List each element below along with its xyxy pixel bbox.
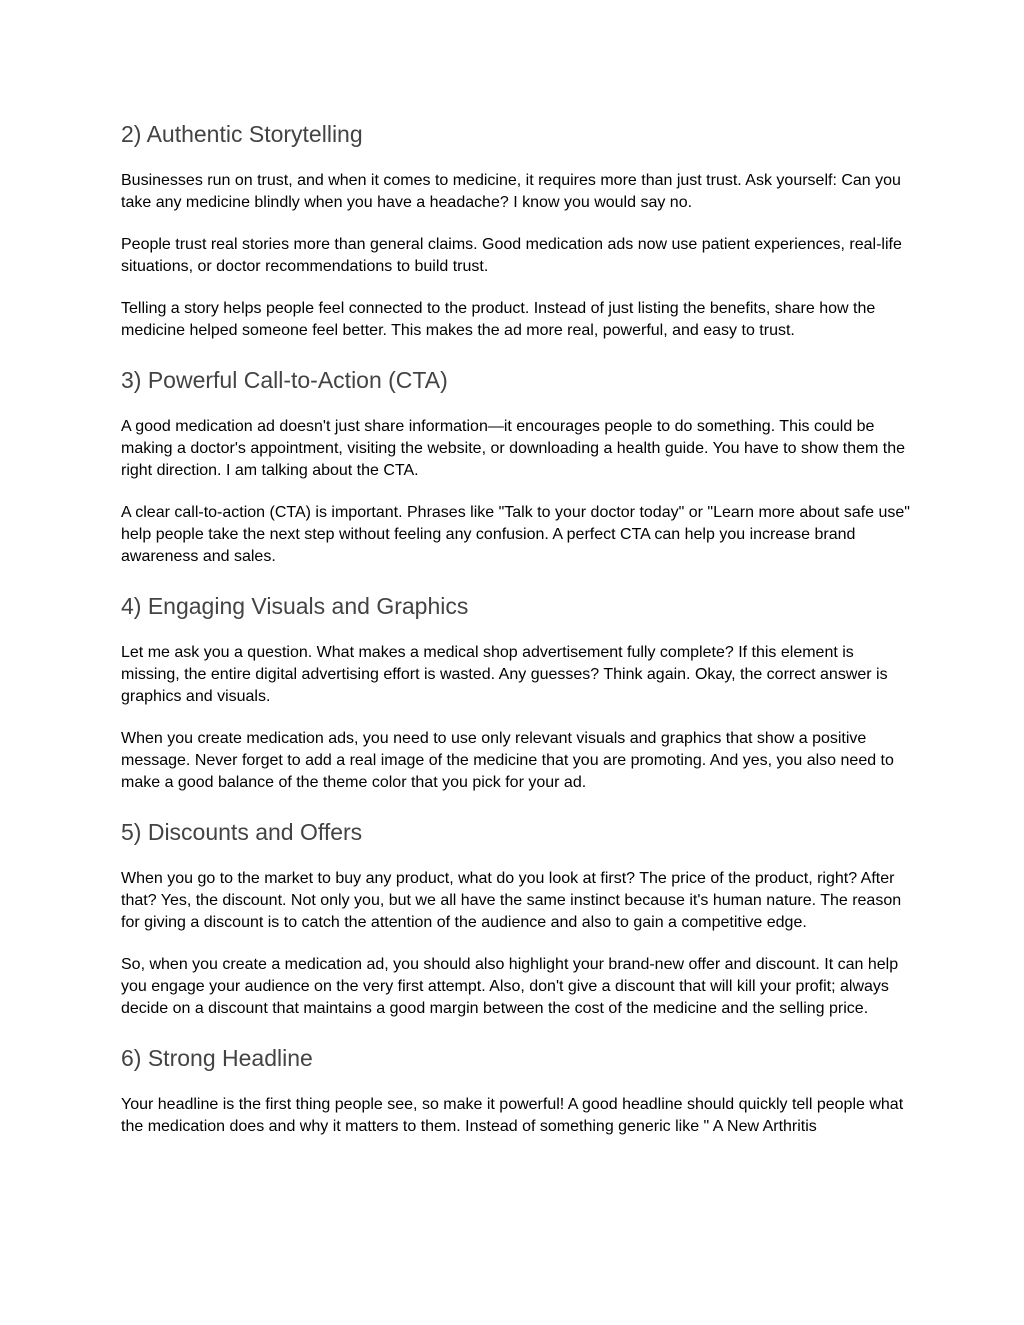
- paragraph: A good medication ad doesn't just share information—it encourages people to do something. This could be making a doctor's appointment, visiting the website, or downloading a health guide. You have to show them the right direction. I am talking about the CTA.: [121, 418, 905, 479]
- document-page: [121, 118, 911, 1160]
- paragraph: So, when you create a medication ad, you should also highlight your brand-new offer and discount. It can help you engage your audience on the very first attempt. Also, don't give a discount that will kill your profit; always decide on a discount that maintains a good margin between the cost of the medicine and the selling price.: [121, 956, 899, 1017]
- section-call-to-action: [121, 364, 911, 568]
- paragraph: Your headline is the first thing people see, so make it powerful! A good headline should quickly tell people what the medication does and why it matters to them. Instead of something generic like " A New Arthritis: [121, 1096, 904, 1135]
- section-engaging-visuals: [121, 590, 911, 794]
- paragraph: When you go to the market to buy any product, what do you look at first? The price of the product, right? After that? Yes, the discount. Not only you, but we all have the same instinct because it's human nature. The reason for giving a discount is to catch the attention of the audience and also to gain a competitive edge.: [121, 870, 902, 931]
- paragraph: Telling a story helps people feel connected to the product. Instead of just listing the benefits, share how the medicine helped someone feel better. This makes the ad more real, powerful, and easy to trust.: [121, 300, 876, 339]
- section-heading: 3) Powerful Call-to-Action (CTA): [121, 367, 448, 393]
- section-strong-headline: [121, 1042, 911, 1138]
- section-heading: 2) Authentic Storytelling: [121, 121, 363, 147]
- paragraph: People trust real stories more than general claims. Good medication ads now use patient experiences, real-life situations, or doctor recommendations to build trust.: [121, 236, 902, 275]
- section-authentic-storytelling: [121, 118, 911, 342]
- paragraph: When you create medication ads, you need to use only relevant visuals and graphics that show a positive message. Never forget to add a real image of the medicine that you are promoting. And yes, you also need to make a good balance of the theme color that you pick for your ad.: [121, 730, 894, 791]
- section-heading: 5) Discounts and Offers: [121, 819, 363, 845]
- paragraph: Let me ask you a question. What makes a medical shop advertisement fully complete? If this element is missing, the entire digital advertising effort is wasted. Any guesses? Think again. Okay, the correct answer is graphics and visuals.: [121, 644, 888, 705]
- paragraph: Businesses run on trust, and when it comes to medicine, it requires more than just trust. Ask yourself: Can you take any medicine blindly when you have a headache? I know you would say no.: [121, 172, 901, 211]
- section-heading: 6) Strong Headline: [121, 1045, 313, 1071]
- paragraph: A clear call-to-action (CTA) is important. Phrases like "Talk to your doctor today" or "Learn more about safe use" help people take the next step without feeling any confusion. A perfect CTA can help you increase brand awareness and sales.: [121, 504, 910, 565]
- section-heading: 4) Engaging Visuals and Graphics: [121, 593, 469, 619]
- section-discounts-offers: [121, 816, 911, 1020]
